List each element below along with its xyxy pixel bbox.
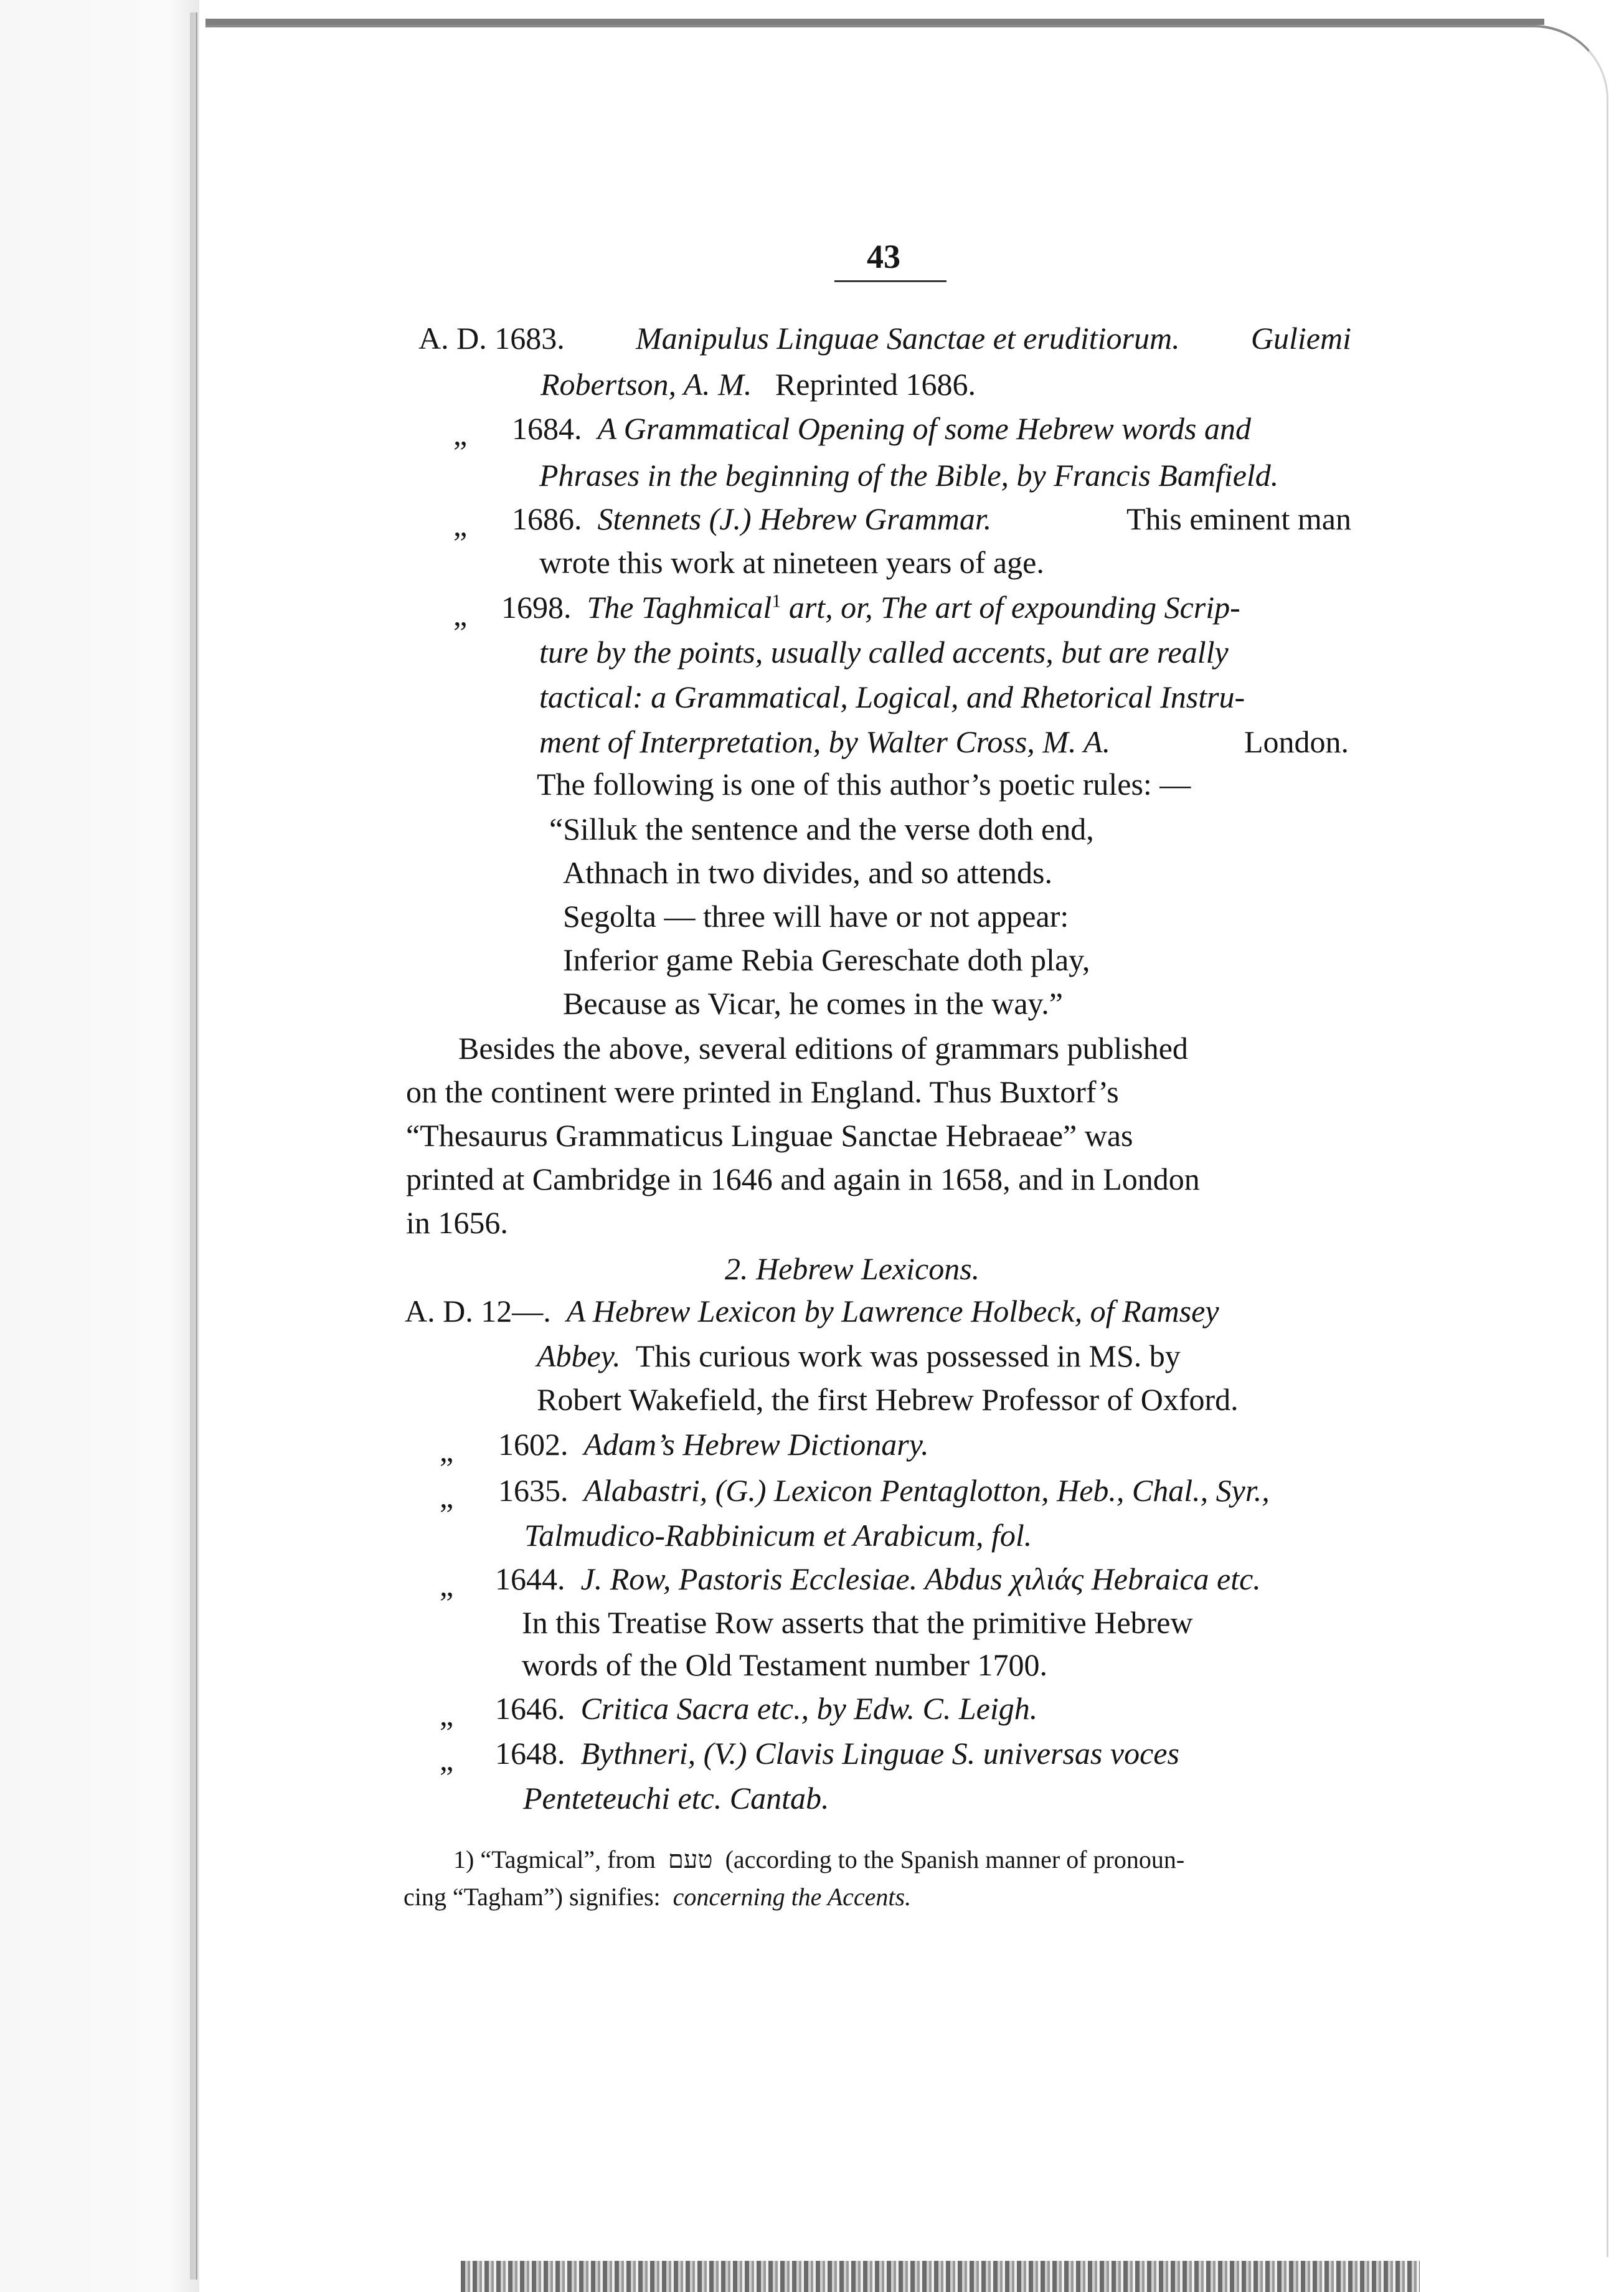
verse-line: Athnach in two divides, and so attends. [563, 855, 1052, 890]
page-gutter-shadow [190, 12, 195, 2280]
entry-1684-line2: Phrases in the beginning of the Bible, by Francis Bamfield. [539, 458, 1279, 493]
footnote-ref: 1 [772, 590, 781, 612]
paragraph-line: “Thesaurus Grammaticus Linguae Sanctae Hebraeae” was [406, 1118, 1133, 1153]
entry-1683-line1 [418, 323, 1351, 354]
entry-1683-note: Reprinted 1686. [775, 367, 976, 402]
entry-1698-title-b: art, or, The art of expounding Scrip- [781, 590, 1240, 625]
entry-1698-line4-text: ment of Interpretation, by Walter Cross, M. A. [539, 724, 1111, 759]
verse-line: Segolta — three will have or not appear: [563, 899, 1069, 934]
lexicon-1644-line2: In this Treatise Row asserts that the primitive Hebrew [522, 1605, 1193, 1640]
ditto-mark: „ [440, 1697, 454, 1732]
lexicon-1644-line3: words of the Old Testament number 1700. [522, 1647, 1048, 1682]
entry-1686-note1: This eminent man [1126, 501, 1351, 536]
entry-1684-line1 [512, 413, 1251, 444]
entry-1698-line5: The following is one of this author’s poetic rules: — [537, 767, 1191, 802]
entry-1683-line2 [541, 369, 976, 400]
ditto-mark: „ [440, 1433, 454, 1468]
paragraph-line: printed at Cambridge in 1646 and again in 1658, and in London [406, 1162, 1200, 1196]
entry-1698-place: London. [1244, 724, 1349, 759]
lexicon-1635-line1: 1635. Alabastri, (G.) Lexicon Pentaglotton, Heb., Chal., Syr., [498, 1473, 1270, 1508]
ditto-mark: „ [440, 1568, 454, 1603]
lexicon-12-title: A Hebrew Lexicon by Lawrence Holbeck, of Ramsey [566, 1294, 1219, 1328]
lexicon-1602: 1602. Adam’s Hebrew Dictionary. [498, 1427, 929, 1462]
lexicon-1648-line1: 1648. Bythneri, (V.) Clavis Linguae S. universas voces [495, 1736, 1179, 1771]
footnote-line1: 1) “Tagmical”, from טעם (according to the Spanish manner of pronoun- [453, 1845, 1185, 1873]
facing-page-edge [0, 0, 199, 2292]
entry-1698-line2: ture by the points, usually called accents, but are really [539, 635, 1229, 670]
paragraph-line: in 1656. [406, 1205, 508, 1240]
paragraph-line: on the continent were printed in England. Thus Buxtorf’s [406, 1074, 1119, 1109]
lexicon-1635-line2: Talmudico-Rabbinicum et Arabicum, fol. [524, 1518, 1032, 1553]
ditto-mark: „ [453, 508, 468, 542]
entry-1683-date: A. D. 1683. [418, 321, 565, 356]
footnote-line2: cing “Tagham”) signifies: concerning the Accents. [404, 1883, 912, 1911]
lexicon-12-line2: Abbey. This curious work was possessed in MS. by [537, 1338, 1181, 1373]
entry-1686-title: Stennets (J.) Hebrew Grammar. [597, 501, 992, 536]
lexicon-12-line3: Robert Wakefield, the first Hebrew Professor of Oxford. [537, 1382, 1239, 1417]
entry-1684-year: 1684. [512, 411, 582, 446]
hebrew-word: טעם [668, 1845, 713, 1873]
verse-line: Inferior game Rebia Gereschate doth play, [563, 942, 1090, 977]
paragraph-line: Besides the above, several editions of grammars published [458, 1031, 1188, 1066]
ditto-mark: „ [440, 1742, 454, 1777]
page-gutter-line [196, 12, 197, 2280]
ditto-mark: „ [453, 597, 468, 632]
entry-1683-author: Guliemi [1250, 321, 1351, 356]
lexicon-1648-line2: Penteteuchi etc. Cantab. [523, 1781, 829, 1816]
page-number: 43 [867, 238, 900, 275]
verse-line: “Silluk the sentence and the verse doth end, [549, 812, 1094, 846]
lexicon-1646: 1646. Critica Sacra etc., by Edw. C. Leigh. [495, 1691, 1038, 1726]
section-heading: 2. Hebrew Lexicons. [725, 1251, 980, 1286]
entry-1698-line1 [501, 592, 1240, 623]
entry-1698-line3: tactical: a Grammatical, Logical, and Rhetorical Instru- [539, 680, 1245, 714]
lexicon-12-line1 [405, 1295, 1219, 1327]
lexicon-12-date: A. D. 12—. [405, 1294, 551, 1328]
entry-1698-year: 1698. [501, 590, 572, 625]
entry-1686-line1 [512, 503, 1351, 534]
entry-1683-author2: Robertson, A. M. [541, 367, 752, 402]
entry-1686-line2: wrote this work at nineteen years of age. [539, 545, 1044, 580]
ditto-mark: „ [440, 1479, 454, 1514]
scan-edge-noise [461, 2261, 1420, 2292]
entry-1683-title: Manipulus Linguae Sanctae et eruditiorum. [636, 321, 1180, 356]
page-top-edge [205, 19, 1544, 25]
lexicon-1644-line1: 1644. J. Row, Pastoris Ecclesiae. Abdus χιλιάς Hebraica etc. [495, 1561, 1261, 1596]
entry-1684-text1: A Grammatical Opening of some Hebrew words and [597, 411, 1251, 446]
entry-1686-year: 1686. [512, 501, 582, 536]
ditto-mark: „ [453, 417, 468, 452]
page-number-rule [834, 280, 947, 282]
verse-line: Because as Vicar, he comes in the way.” [563, 986, 1064, 1021]
entry-1698-line4 [539, 726, 1349, 757]
entry-1698-title-a: The Taghmical [587, 590, 772, 625]
